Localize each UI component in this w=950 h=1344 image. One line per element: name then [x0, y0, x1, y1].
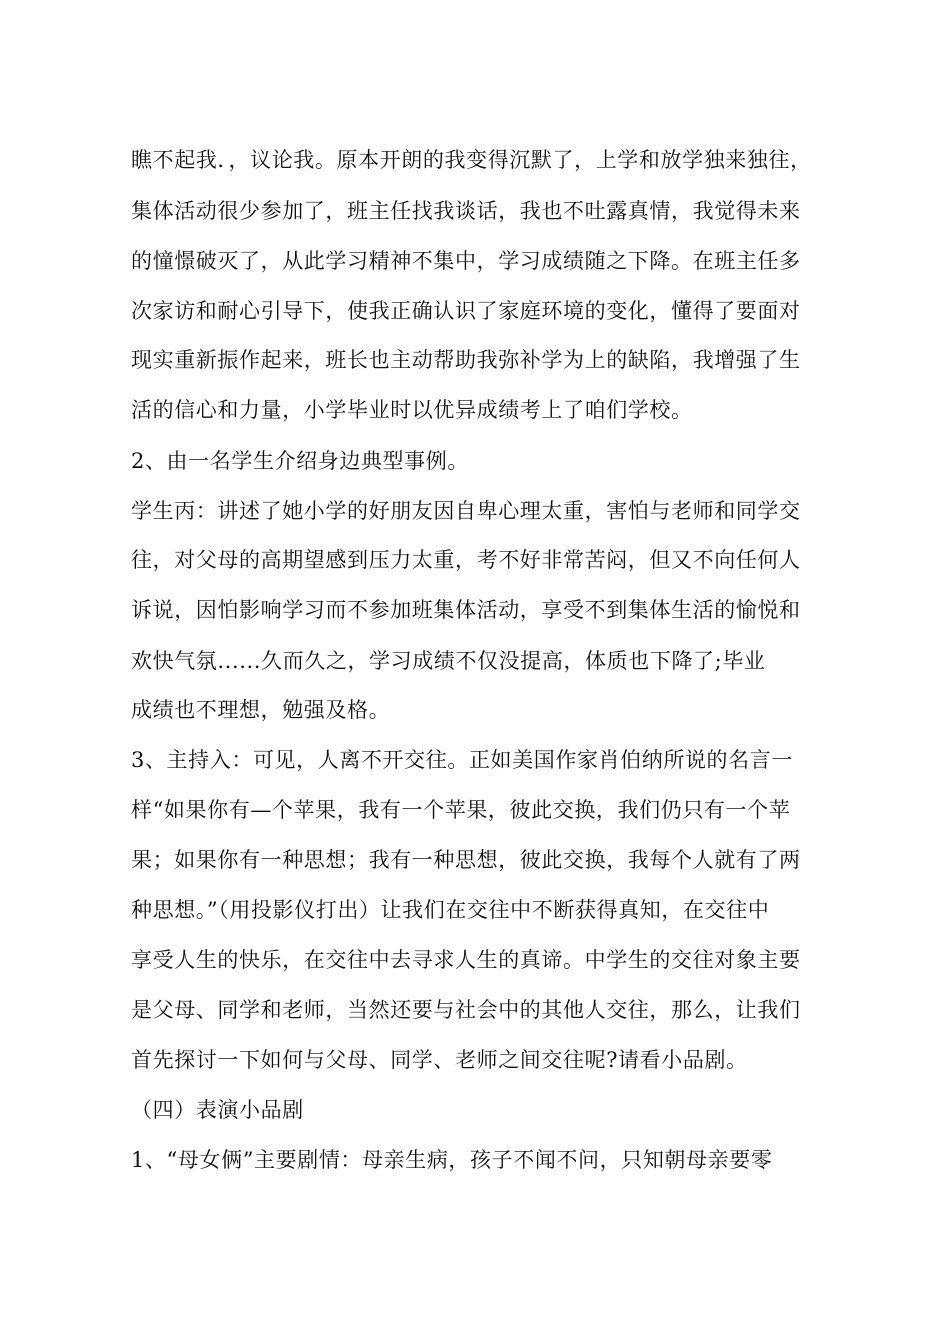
text-line: 活的信心和力量，小学毕业时以优异成绩考上了咱们学校。 [131, 398, 693, 422]
text-line: 果；如果你有一种思想；我有一种思想，彼此交换，我每个人就有了两 [131, 848, 801, 872]
text-line: 集体活动很少参加了，班主任找我谈话，我也不吐露真情，我觉得未来 [131, 199, 801, 223]
text-line: 3、主持入：可见，人离不开交往。正如美国作家肖伯纳所说的名言一 [131, 748, 793, 772]
text-line: 种思想。”（用投影仪打出）让我们在交往中不断获得真知，在交往中 [131, 898, 770, 922]
text-line: 成绩也不理想，勉强及格。 [131, 698, 391, 722]
text-line: 诉说，因怕影响学习而不参加班集体活动，享受不到集体生活的愉悦和 [131, 598, 801, 622]
text-line: （四）表演小品剧 [131, 1098, 304, 1122]
text-line: 2、由一名学生介绍身边典型事例。 [131, 449, 469, 473]
text-line: 是父母、同学和老师，当然还要与社会中的其他人交往，那么，让我们 [131, 998, 801, 1022]
text-line: 往，对父母的高期望感到压力太重，考不好非常苦闷，但又不向任何人 [131, 548, 801, 572]
text-line: 次家访和耐心引导下，使我正确认识了家庭环境的变化，懂得了要面对 [131, 299, 801, 323]
text-line: 1、“母女俩”主要剧情：母亲生病，孩子不闻不问，只知朝母亲要零 [131, 1148, 773, 1172]
text-line: 样“如果你有—个苹果，我有一个苹果，彼此交换，我们仍只有一个苹 [131, 798, 791, 822]
text-line: 欢快气氛......久而久之，学习成绩不仅没提高，体质也下降了;毕业 [131, 649, 766, 673]
text-line: 的憧憬破灭了，从此学习精神不集中，学习成绩随之下降。在班主任多 [131, 249, 801, 273]
text-line: 首先探讨一下如何与父母、同学、老师之间交往呢?请看小品剧。 [131, 1048, 748, 1072]
text-line: 瞧不起我．，议论我。原本开朗的我变得沉默了，上学和放学独来独往， [131, 148, 812, 172]
text-line: 享受人生的快乐，在交往中去寻求人生的真谛。中学生的交往对象主要 [131, 948, 801, 972]
text-line: 现实重新振作起来，班长也主动帮助我弥补学为上的缺陷，我增强了生 [131, 348, 801, 372]
text-line: 学生丙：讲述了她小学的好朋友因自卑心理太重，害怕与老师和同学交 [131, 499, 801, 523]
